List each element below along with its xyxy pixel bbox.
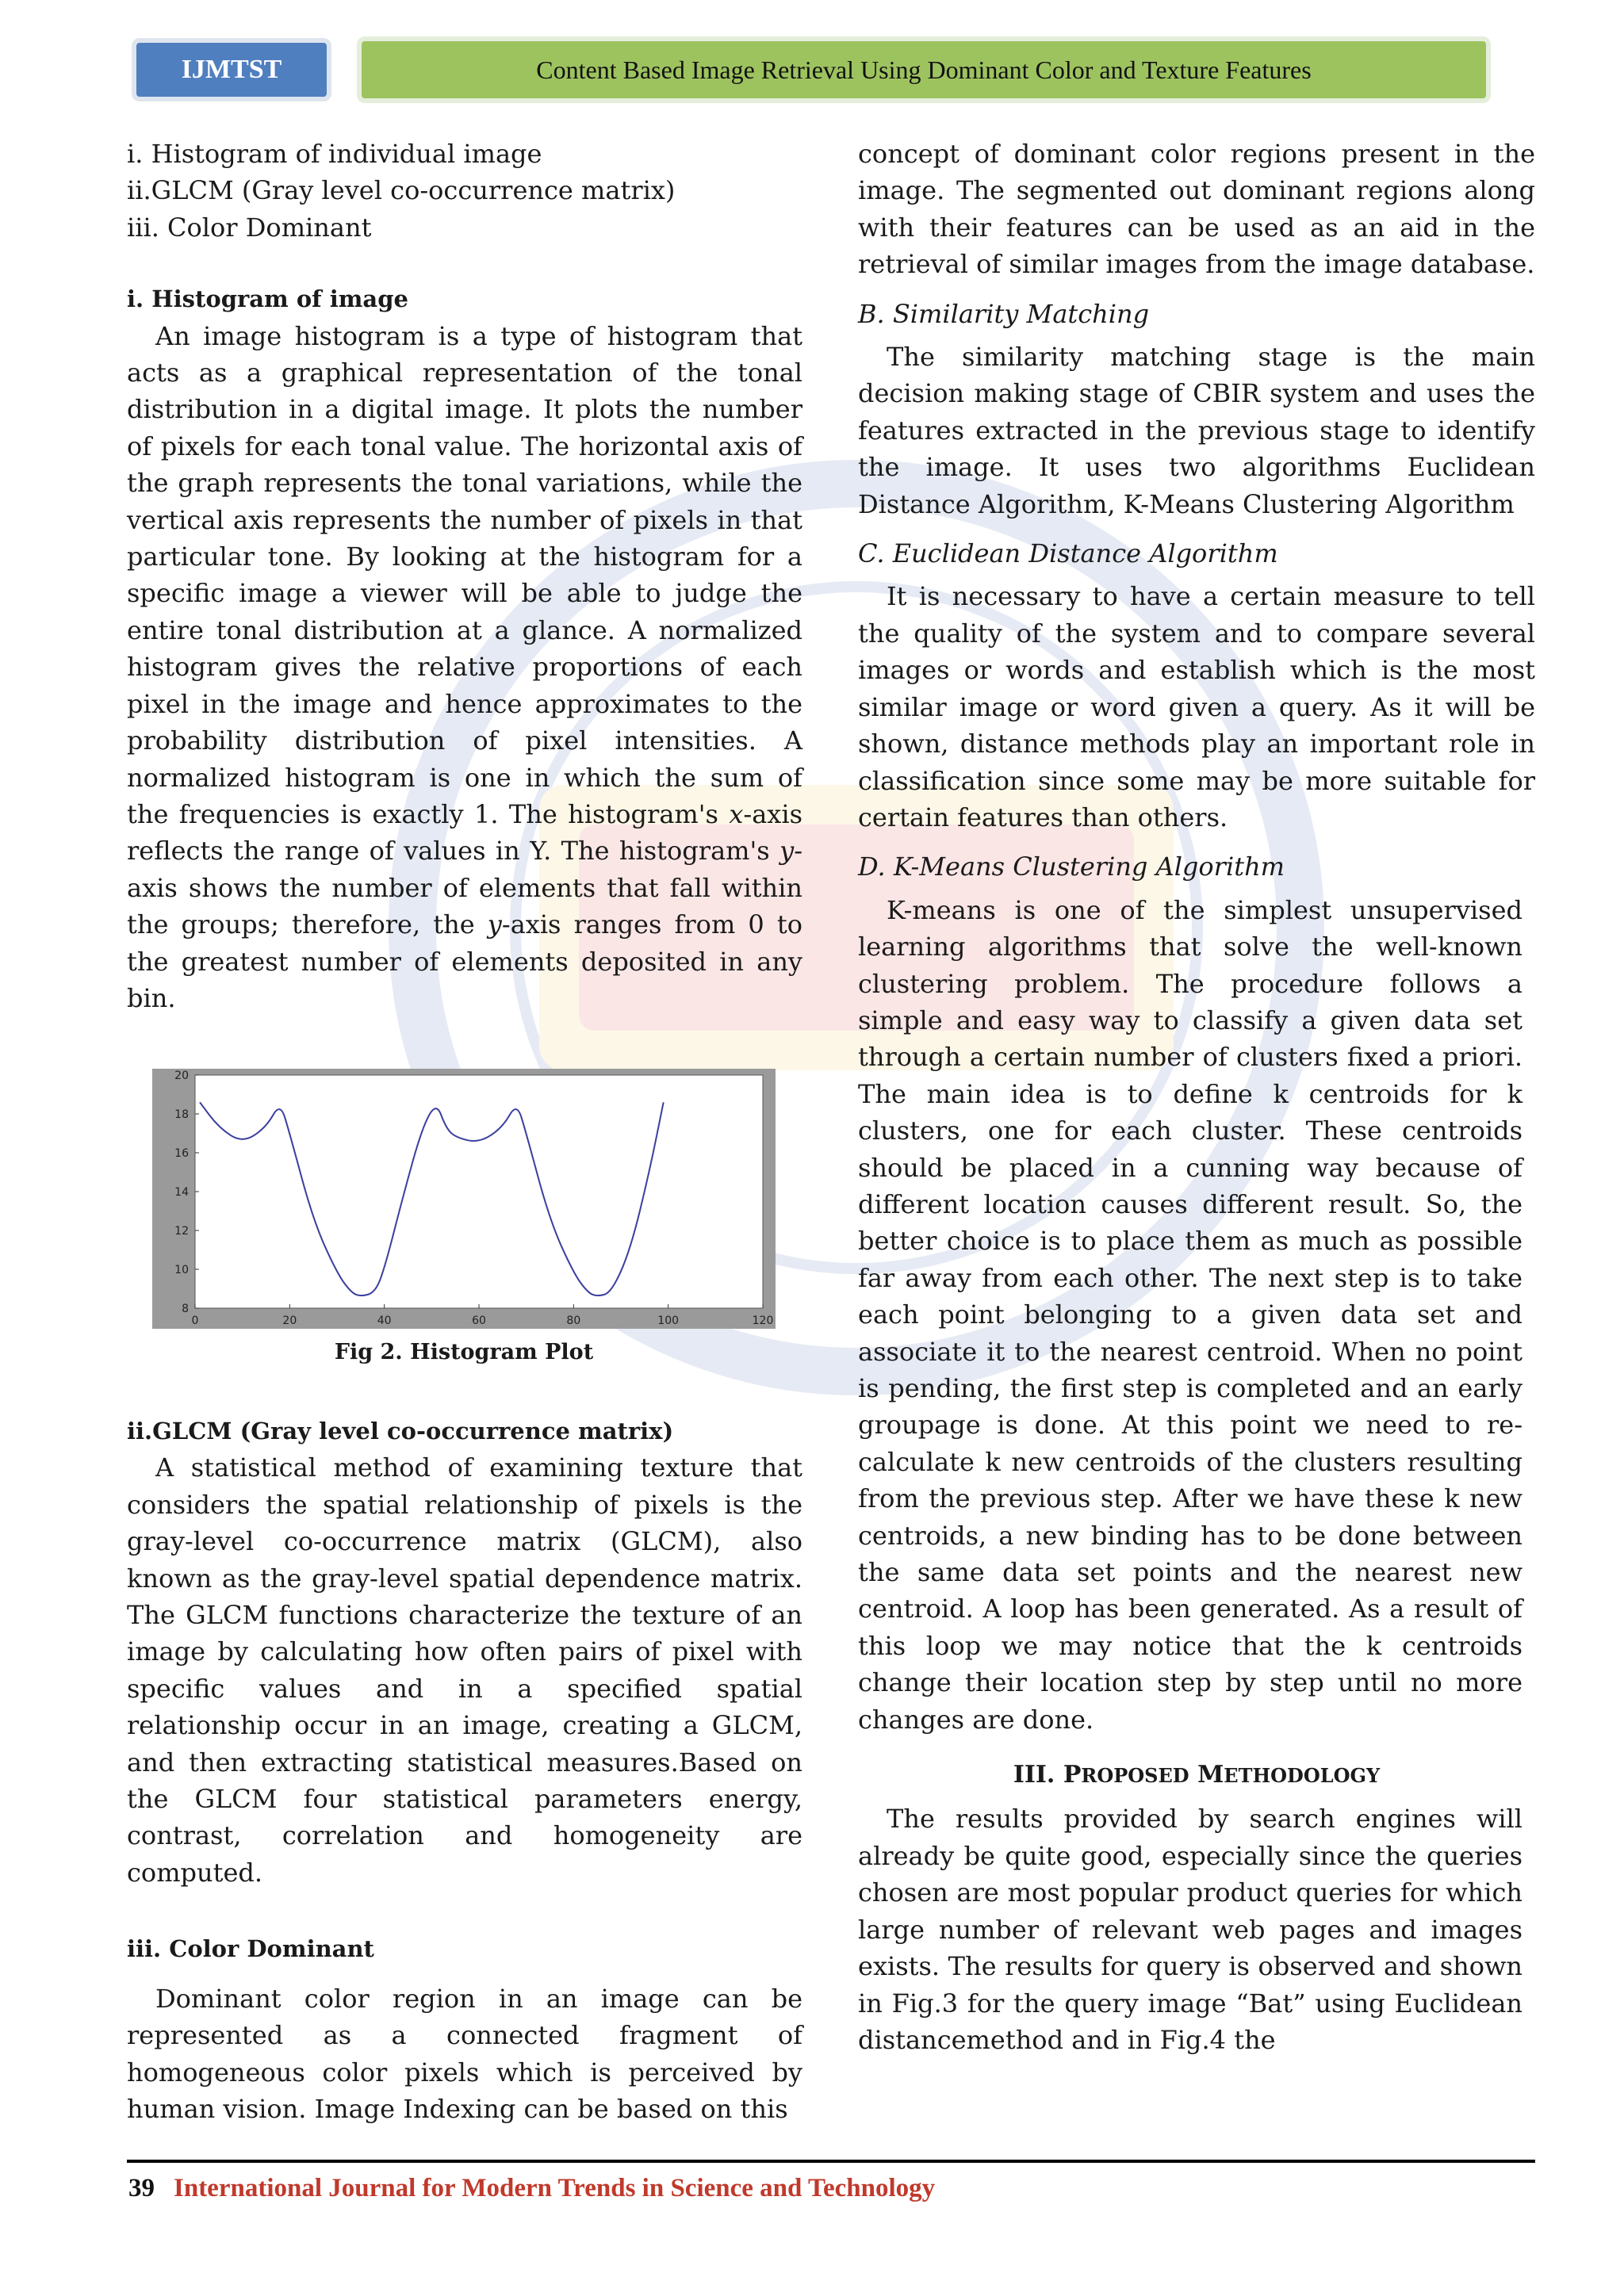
list-item: iii. Color Dominant — [127, 212, 372, 243]
right-column — [858, 136, 1535, 2058]
x-tick-label: 100 — [657, 1314, 680, 1327]
histogram-paragraph: An image histogram is a type of histogram that acts as a graphical representation of the tonal distribution in a digital image. It plots the number of pixels for each tonal value. The horizontal axis of the graph represents the tonal variations, while the vertical axis represents the number of pixels in that particular tone. By looking at the histogram for a specific image a viewer will be able to judge the entire tonal distribution at a glance. A normalized histogram gives the relative proportions of each pixel in the image and hence approximates to the probability distribution of pixel intensities. A normalized histogram is one in which the sum of the frequencies is exactly 1. The histogram's x-axis reflects the range of values in Y. The histogram's y-axis shows the number of elements that fall within the groups; therefore, the y-axis ranges from 0 to the greatest number of elements deposited in any bin. — [127, 320, 803, 1013]
similarity-paragraph: The similarity matching stage is the main decision making stage of CBIR system and uses the features extracted in the previous stage to identify the image. It uses two algorithms Euclidean Distance Algorithm, K-Means Clustering Algorithm — [858, 342, 1535, 519]
y-tick-label: 18 — [174, 1108, 189, 1121]
subsection-d-heading: D. K-Means Clustering Algorithm — [858, 851, 1285, 882]
list-item: ii.GLCM (Gray level co-occurrence matrix) — [127, 175, 676, 206]
y-tick-label: 20 — [174, 1070, 189, 1082]
footer — [128, 2174, 935, 2203]
journal-abbr-badge: IJMTST — [132, 38, 331, 101]
y-tick-label: 8 — [182, 1303, 189, 1315]
euclidean-paragraph: It is necessary to have a certain measure to tell the quality of the system and to compare several images or words and establish which is the most similar image or word given a query. As it will be shown, distance methods play an important role in classification since some may be more suitable for certain features than others. — [858, 581, 1535, 832]
histogram-plot — [152, 1069, 776, 1329]
glcm-paragraph: A statistical method of examining texture that considers the spatial relationship of pixels is the gray-level co-occurrence matrix (GLCM), also known as the gray-level spatial dependence matrix. The GLCM functions characterize the texture of an image by calculating how often pairs of pixel with specific values and in a specified spatial relationship occur in an image, creating a GLCM, and then extracting statistical measures.Based on the GLCM four statistical parameters energy, contrast, correlation and homogeneity are computed. — [127, 1452, 802, 1888]
y-tick-label: 14 — [174, 1186, 189, 1199]
color-dominant-paragraph: Dominant color region in an image can be represented as a connected fragment of homogeneous color pixels which is perceived by human vision. Image Indexing can be based on this — [127, 1983, 802, 2124]
figure-caption: Fig 2. Histogram Plot — [334, 1340, 594, 1364]
color-dominant-heading: iii. Color Dominant — [127, 1935, 374, 1963]
subsection-b-heading: B. Similarity Matching — [858, 298, 1150, 329]
continued-paragraph: concept of dominant color regions present in the image. The segmented out dominant regions along with their features can be used as an aid in the retrieval of similar images from the image database. — [858, 139, 1535, 280]
glcm-heading: ii.GLCM (Gray level co-occurrence matrix) — [127, 1418, 674, 1445]
y-tick-label: 10 — [174, 1264, 189, 1276]
list-item: i. Histogram of individual image — [127, 139, 542, 169]
journal-name: International Journal for Modern Trends in Science and Technology — [174, 2174, 936, 2202]
histogram-heading: i. Histogram of image — [127, 285, 408, 313]
x-tick-label: 120 — [752, 1314, 774, 1327]
y-tick-label: 12 — [174, 1225, 189, 1238]
section-heading: III. PROPOSED METHODOLOGY — [1013, 1761, 1381, 1789]
footer-rule — [127, 2160, 1535, 2163]
x-tick-label: 0 — [191, 1314, 199, 1327]
x-tick-label: 20 — [282, 1314, 297, 1327]
left-column-lower — [127, 1413, 802, 2127]
running-title-banner: Content Based Image Retrieval Using Dominant Color and Texture Features — [357, 36, 1491, 103]
left-column — [127, 136, 802, 1016]
page-number: 39 — [128, 2174, 155, 2202]
y-tick-label: 16 — [174, 1147, 189, 1160]
subsection-c-heading: C. Euclidean Distance Algorithm — [858, 538, 1278, 569]
x-tick-label: 40 — [377, 1314, 392, 1327]
kmeans-paragraph: K-means is one of the simplest unsupervised learning algorithms that solve the well-known clustering problem. The procedure follows a simple and easy way to classify a given data set through a certain number of clusters fixed a priori. The main idea is to define k centroids for k clusters, one for each cluster. These centroids should be placed in a cunning way because of different location causes different result. So, the better choice is to place them as much as possible far away from each other. The next step is to take each point belonging to a given data set and associate it to the nearest centroid. When no point is pending, the first step is completed and an early groupage is done. At this point we need to re-calculate k new centroids of the clusters resulting from the previous step. After we have these k new centroids, a new binding has to be done between the same data set points and the nearest new centroid. A loop has been generated. As a result of this loop we may notice that the k centroids change their location step by step until no more changes are done. — [858, 894, 1522, 1735]
x-tick-label: 80 — [566, 1314, 581, 1327]
methodology-paragraph: The results provided by search engines will already be quite good, especially since the queries chosen are most popular product queries for which large number of relevant web pages and images exists. The results for query is observed and shown in Fig.3 for the query image “Bat” using Euclidean distancemethod and in Fig.4 the — [858, 1804, 1522, 2055]
x-tick-label: 60 — [472, 1314, 486, 1327]
